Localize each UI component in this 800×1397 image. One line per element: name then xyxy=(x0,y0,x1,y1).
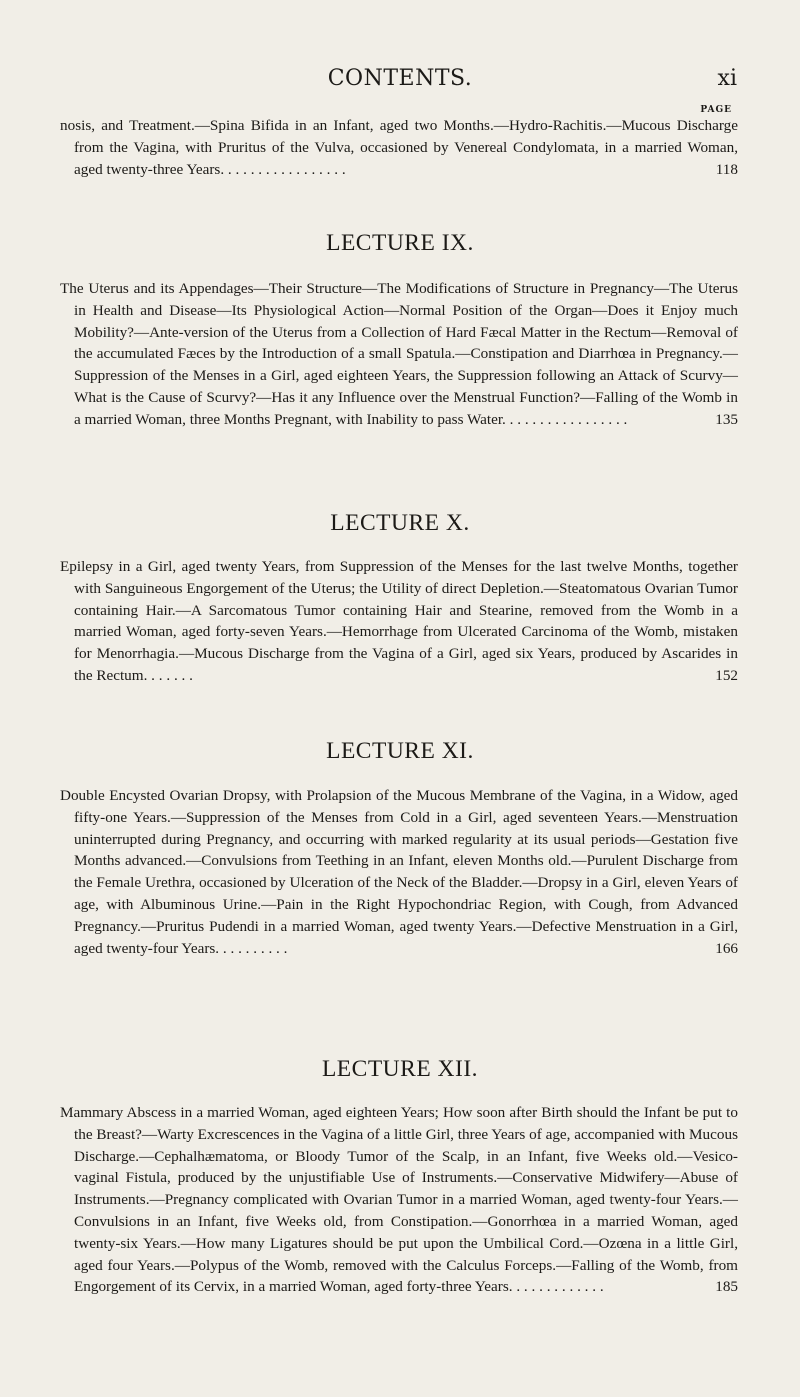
entry-text: Epilepsy in a Girl, aged twenty Years, from Suppression of the Menses for the last twelve Months, together with Sanguineous Engorgement of the Uterus; the Utility of direct Depletion.—Steatomatous Ovarian Tumor containing Hair.—A Sarcomatous Tumor containing Hair and Stearine, removed from the Womb in a married Woman, aged forty-seven Years.—Hemorrhage from Ulcerated Carcinoma of the Womb, mistaken for Menorrhagia.—Mucous Discharge from the Vagina of a Girl, aged six Years, produced by Ascarides in the Rectum. . . . . . . xyxy=(60,558,738,684)
toc-entry xyxy=(60,1102,738,1298)
entry-text: Mammary Abscess in a married Woman, aged eighteen Years; How soon after Birth should the Infant be put to the Breast?—Warty Excrescences in the Vagina of a little Girl, three Years of age, accompanied with Mucous Discharge.—Cephalhæmatoma, or Bloody Tumor of the Scalp, in an Infant, five Weeks old.—Vesico-vaginal Fistula, produced by the unjustifiable Use of Instruments.—Conservative Midwifery—Abuse of Instruments.—Pregnancy complicated with Ovarian Tumor in a married Woman, aged twenty-four Years.—Convulsions in an Infant, five Weeks old, from Constipation.—Gonorrhœa in a married Woman, aged twenty-six Years.—How many Ligatures should be put upon the Umbilical Cord.—Ozœna in a little Girl, aged four Years.—Polypus of the Womb, removed with the Calculus Forceps.—Falling of the Womb, from Engorgement of its Cervix, in a married Woman, aged forty-three Years. . . . . . . . . . . . . xyxy=(60,1104,738,1296)
entry-page: 185 xyxy=(715,1278,738,1296)
toc-entry-continued xyxy=(60,115,738,180)
entry-page: 135 xyxy=(715,410,738,428)
entry-page: 166 xyxy=(715,939,738,957)
lecture-heading: LECTURE XI. xyxy=(326,738,474,764)
lecture-heading: LECTURE IX. xyxy=(326,230,474,256)
running-title: CONTENTS. xyxy=(327,66,473,91)
entry-page: 152 xyxy=(715,666,738,684)
page-column-label: PAGE xyxy=(700,105,732,115)
toc-entry xyxy=(60,785,738,959)
entry-text: Double Encysted Ovarian Dropsy, with Prolapsion of the Mucous Membrane of the Vagina, in a Widow, aged fifty-one Years.—Suppression of the Menses from Cold in a Girl, aged seventeen Years.—Menstruation uninterrupted during Pregnancy, and occurring with marked regularity at its usual periods—Gestation five Months advanced.—Convulsions from Teething in an Infant, eleven Months old.—Purulent Discharge from the Female Urethra, occasioned by Ulceration of the Neck of the Bladder.—Dropsy in a Girl, eleven Years of age, with Albuminous Urine.—Pain in the Right Hypochondriac Region, with Cough, from Advanced Pregnancy.—Pruritus Pudendi in a married Woman, aged twenty Years.—Defective Menstruation in a Girl, aged twenty-four Years. . . . . . . . . . xyxy=(60,787,738,957)
entry-text: The Uterus and its Appendages—Their Structure—The Modifications of Structure in Pregnancy—The Uterus in Health and Disease—Its Physiological Action—Normal Position of the Organ—Does it Enjoy much Mobility?—Ante-version of the Uterus from a Collection of Hard Fæcal Matter in the Rectum—Removal of the accumulated Fæces by the Introduction of a small Spatula.—Constipation and Diarrhœa in Pregnancy.—Suppression of the Menses in a Girl, aged eighteen Years, the Suppression following an Attack of Scurvy—What is the Cause of Scurvy?—Has it any Influence over the Menstrual Function?—Falling of the Womb in a married Woman, three Months Pregnant, with Inability to pass Water. . . . . . . . . . . . . . . . . xyxy=(60,280,738,428)
lecture-heading: LECTURE XII. xyxy=(321,1056,479,1082)
entry-text: nosis, and Treatment.—Spina Bifida in an Infant, aged two Months.—Hydro-Rachitis.—Mucous Discharge from the Vagina, with Pruritus of the Vulva, occasioned by Venereal Condylomata, in a married Woman, aged twenty-three Years. . . . . . . . . . . . . . . . . xyxy=(60,117,738,178)
entry-page: 118 xyxy=(715,160,738,178)
lecture-heading: LECTURE X. xyxy=(330,510,470,536)
toc-entry xyxy=(60,556,738,687)
toc-entry xyxy=(60,278,738,431)
page-number: xi xyxy=(717,66,737,91)
